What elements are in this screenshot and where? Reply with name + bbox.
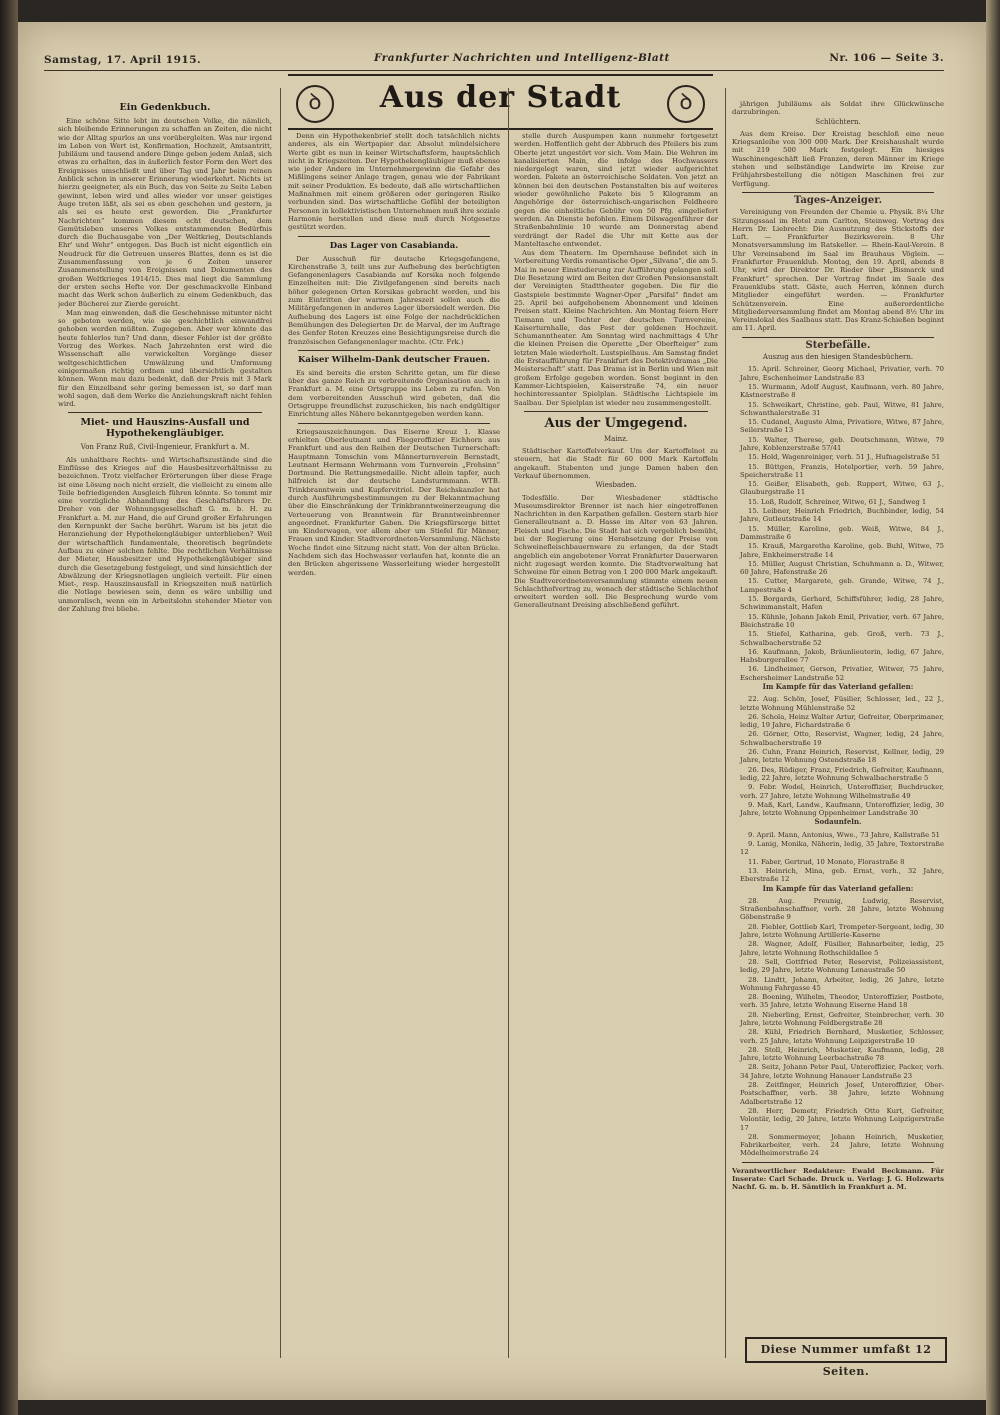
misc-entry: 11. Faber, Gertrud, 10 Monate, Florastraße 8 [748, 857, 905, 866]
article-divider [298, 236, 490, 237]
fallen-entry: 28. Wagner, Adolf, Füsilier, Bahnarbeiter, ledig, 25 Jahre, letzte Wohnung Rothschildallee 5 [740, 940, 944, 957]
fallen-entry: 26. Schola, Heinz Walter Artur, Gefreiter, Oberprimaner, ledig, 19 Jahre, Fichardstraße 6 [740, 712, 944, 730]
article-divider [68, 412, 262, 413]
fallen-entry: 26. Görner, Otto, Reservist, Wagner, ledig, 24 Jahre, Schwalbacherstraße 19 [740, 730, 944, 747]
article-text: Man mag einwenden, daß die Geschehnisse mitunter nicht so geboten werden, wie sie geschichtlich einwandfrei gehoben werden müßten. Zugegeben. Aber wer könnte das heute fehlerlos tun? Und dann, dieser Fehler ist der größte Vorzug des Werkes. Nach Jahrzehnten erst wird die Wissenschaft alle verwickelten Vorgänge dieser weltgeschichtlichen Umwälzung und Umformung einigermaßen richtig ordnen und übersichtlich gestalten können. Wenn mau dazu bedenkt, daß der Preis mit 3 Mark für den Einzelband sehr gering bemessen ist, so darf man wohl sagen, daß dem Werke die Anziehungskraft nicht fehlen wird. [58, 308, 272, 409]
article-heading: Miet- und Hauszins-Ausfall und Hypothekengläubiger. [80, 417, 250, 440]
death-entry: 15. Büttgen, Franzis, Hotelportier, verh. 59 Jahre, Speicherstraße 11 [740, 462, 944, 479]
page-header [44, 40, 944, 66]
fallen-entry: 26. Des, Rüdiger, Franz, Friedrich, Gefreiter, Kaufmann, ledig, 22 Jahre, letzte Wohnung Schwalbacherstraße 5 [740, 765, 944, 782]
article-text: stelle durch Auspumpen kann nunmehr fortgesetzt werden. Hoffentlich geht der Abbruch des Pfeilers bis zum Oberte jetzt ungestört vor sich. Vom Main. Die Wehren im kanalisierten Main, die infolge des Hochwassers niedergelegt waren, sind jetzt wieder aufgerichtet worden. Pakete an österreichische Soldaten. Von jetzt an können bei den deutschen Postanstalten bis auf weiteres wieder gewöhnliche Pakete bis 5 Kilogramm an Angehörige der österreichisch-ungarischen Feldheere gegen die einheitliche Gebühr von 50 Pfg. eingeliefert werden. An Dienste befohlen. Einem Dilswagenführer der Straßenbahnlinie 10 wurde am Donnerstag abend verdrängt der Radel die Uhr mit Kette aus der Manteltasche entwendet. [514, 132, 718, 248]
article-text: Denn ein Hypothekenbrief stellt doch tatsächlich nichts anderes, als ein Wertpapier dar. Absolut mündelsichere Werte gibt es nun in keiner Wirtschaftsform, hauptsächlich nicht in Kriegszeiten. Der Hypothekengläubiger muß ebenso wie jeder Andere im Unternehmergewinn die Gefahr des Mißlingens seiner Anlage tragen, genau wie der Fabrikant mit seiner Produktion. Es bedeute, daß alle wirtschaftlichen Maßnahmen mit einem größeren oder geringeren Risiko verbunden sind. Das wirtschaftliche Gefühl der beteiligten Personen in kollektivistischen Unternehmen muß ihre soziale Harmonie herstellen und diese muß durch Notgesetze gestützt werden. [288, 132, 500, 232]
article-heading: Aus der Umgegend. [544, 415, 688, 431]
fallen-entry: 28. Kühl, Friedrich Bernhard, Musketier, Schlosser, verh. 25 Jahre, letzte Wohnung Leipzigerstraße 10 [740, 1028, 944, 1045]
article-subheading: Schlüchtern. [815, 117, 861, 126]
issue-date: Samstag, 17. April 1915. [44, 54, 202, 66]
fallen-entry: 28. Sommermeyer, Johann Heinrich, Musketier, Fabrikarbeiter, verh. 24 Jahre, letzte Wohnung Mödelheimerstraße 24 [740, 1132, 944, 1158]
fallen-entry: 9. Maß, Karl, Landw., Kaufmann, Unteroffizier, ledig, 30 Jahre, letzte Wohnung Oppenheimer Landstraße 30 [740, 800, 944, 818]
fallen-heading: Im Kampfe für das Vaterland gefallen: [762, 883, 914, 893]
misc-entry: 13. Heinrich, Mina, geb. Ernst, verh., 32 Jahre, Eberstraße 12 [740, 866, 944, 884]
column-rule [508, 88, 509, 1358]
fallen-entry: 28. Fiebler, Gottlieb Karl, Trompeter-Sergeant, ledig, 30 Jahre, letzte Wohnung Artillerie-Kaserne [740, 922, 944, 940]
death-entry: 15. Leibner, Heinrich Friedrich, Buchbinder, ledig, 54 Jahre, Gutleutstraße 14 [740, 507, 944, 524]
fallen-entry: 28. Seitz, Johann Peter Paul, Unteroffizier, Packer, verh. 34 Jahre, letzte Wohnung Hanauer Landstraße 23 [740, 1063, 944, 1080]
article-text: Eine schöne Sitte lebt im deutschen Volke, die nämlich, sich bleibende Erinnerungen zu schaffen an Zeiten, die nicht wie der Alltag spurlos an uns vorübergleiten. Was nur irgend im Leben von Wert ist, Konfirmation, Hochzeit, Amtsantritt, Jubiläum und tausend andere Dinge geben jedem Anlaß, sich etwas zu erhalten, das in äußerlich fester Form den Wert des Ereignisses umschließt und über Tag und Jahr beim reinen Anblick schon in unserer Erinnerung wiederkehrt. Nichts ist hierzu geeigneter, als ein Buch, das von Seite zu Seite Leben gewinnt, leben wird und alles wieder vor unser geistiges Auge treten läßt, als sei es eben geschehen und gestern, ja als sei es heute erst geworden. Die „Frankfurter Nachrichten“ kommen diesem echt deutschen, dem Gemütsleben unseres Volkes entstammenden Bedürfnis durch die Buchausgabe von „Der Weltkrieg, Deutschlands Ehr' und Wehr“ entgegen. Das Buch ist nicht eigentlich ein Neudruck für die Getreuen unseres Blattes, denn es ist die Zusammenfassung von je 6 Zeiten unserer Zusammenstellung von Ereignissen und Dokumenten des großen Weltkrieges 1914/15. Dies mal liegt die Sammlung der ersten sechs Hefte vor. Der geschmackvolle Einband macht das Werk schon äußerlich zu einem Gedenkbuch, das jeder Bücherei zur Zierde gereicht. [58, 117, 272, 308]
fallen-entry: 9. Febr. Wodel, Heinrich, Unteroffizier, Buchdrucker, verh. 27 Jahre, letzte Wohnung Wilhelmstraße 49 [740, 783, 944, 800]
deaths-subheading: Auszug aus den hiesigen Standesbüchern. [762, 353, 914, 362]
column-3 [514, 132, 718, 1362]
newspaper-name: Frankfurter Nachrichten und Intelligenz-Blatt [374, 52, 670, 64]
death-entry: 16. Lindheimer, Gerson, Privatier, Witwer, 75 Jahre, Eschersheimer Landstraße 52 [740, 665, 944, 682]
death-entry: 15. Wurmann, Adolf August, Kaufmann, verh. 80 Jahre, Kästnerstraße 8 [740, 382, 944, 400]
article-text: Todesfälle. Der Wiesbadener städtische Museumsdirektor Brenner ist nach hier eingetroffenen Nachrichten in den Karpathen gefallen. Gestern starb hier Generalleutnant a. D. Hasse im Alter von 63 Jahren. Fleisch und Fische. Die Stadt hat sich vergeblich bemüht, bei der Regierung eine Herabsetzung der Preise von Schweinefleischbauernware zu erlangen, da der Stadt angeblich ein angebotener Vorrat Frankfurter Dauerwaren nicht zugesagt werden konnte. Die Stadtverwaltung hat Schweine für einen Betrag von 1 200 000 Mark angekauft. Die Stadtverordnetenversammlung stimmte einem neuen Schlachthofvertrag zu, wonach der städtische Schlachthof erweitert werden soll. Die Besprechung wurde vom Generalleutnant Dreising abschließend geführt. [514, 493, 718, 610]
article-text: jährigen Jubiläums als Soldat ihre Glückwünsche darzubringen. [732, 100, 944, 117]
article-subheading: Mainz. [603, 434, 628, 443]
fallen-entry: 28. Herr, Demetr, Friedrich Otto Kurt, Gefreiter, Volontär, ledig, 20 Jahre, letzte Wohnung Leipzigerstraße 17 [740, 1106, 944, 1132]
death-entry: 15. Müller, Karoline, geb. Weiß, Witwe, 84 J., Dammstraße 6 [740, 524, 944, 541]
article-divider [742, 192, 934, 193]
misc-entry: 9. Lanig, Monika, Näherin, ledig, 35 Jahre, Textorstraße 12 [740, 840, 944, 857]
article-divider [524, 411, 708, 412]
article-text: Der Ausschuß für deutsche Kriegsgefangene, Kirchenstraße 3, teilt uns zur Aufhebung des berüchtigten Gefangenenlagers Casabianda auf Korsika noch folgende Einzelheiten mit: Die Zivilgefangenen sind bereits nach höher gelegenen Orten Korsikas gebracht worden, und bis zum Eintritten der warmen Jahreszeit sollen auch die Militärgefangenen in anderes Lager übersiedelt werden. Die Aufhebung des Lagers ist eine Folge der nachdrücklichen Bemühungen des Delegierten Dr. de Marval, der im Auftrage des Genfer Roten Kreuzes eine Besichtigungsreise durch die französischen Gefangenenlager machte. (Ctr. Frk.) [288, 254, 500, 346]
article-divider [298, 423, 490, 424]
header-rule [44, 70, 944, 71]
fallen-entry: 28. Nieberling, Ernst, Gefreiter, Steinbrecher, verh. 30 Jahre, letzte Wohnung Feldbergstraße 28 [740, 1010, 944, 1027]
misc-list [732, 831, 944, 884]
article-text: Kriegsauszeichnungen. Das Eiserne Kreuz 1. Klasse erhielten Oberleutnant und Fliegeroffizier Eichhorn aus Frankfurt und aus den Reihen der Deutschen Turnerschaft: Hauptmann Tomschin vom Männerturnverein Bernstadt, Leutnant Hermann Wehrmann vom Turnverein „Frohsinn“ Dortmund. Die Rettungsmedaille. Nicht allein tapfer, auch hilfreich ist der deutsche Landsturmmann. WTB. Trinkbranntwein und Kupfervitriol. Der Reichskanzler hat durch Ausführungsbestimmungen zu der Bekanntmachung über die Einschränkung der Trinkbranntweinerzeugung die Verteuerung von Branntwein für Branntweinbrenner angeordnet. Frankfurter Gaben. Die Kriegsfürsorge bittet um Kinderwagen, vor allem aber um Stiefel für Männer, Frauen und Kinder. Stadtverordneten-Versammlung. Nächste Woche findet eine Sitzung nicht statt. Von der alten Brücke. Nachdem sich das Hochwasser verlaufen hat, konnte die an den Brücken abgerissene Wasserleitung wieder hergestellt werden. [288, 427, 500, 577]
fallen-heading: Im Kampfe für das Vaterland gefallen: [762, 682, 914, 691]
fallen-entry: 28. Lindtt, Johann, Arbeiter, ledig, 26 Jahre, letzte Wohnung Fahrgasse 45 [740, 975, 944, 992]
page-edge [986, 0, 1000, 1415]
death-entry: 15. Hold, Wagenreiniger, verh. 51 J., Hufnagelstraße 51 [748, 453, 941, 462]
fallen-list [732, 695, 944, 817]
article-text: Als unhaltbare Rechts- und Wirtschaftszustände sind die Einflüsse des Krieges auf die Hausbesitzverhältnisse zu bezeichnen. Trotz vielfacher Erörterungen über diese Frage ist eine Lösung noch nicht erzielt, die vielleicht zu einem alle Teile befriedigenden Ausgleich führen könnte. So tommt mir eine vorzügliche Abhandlung des Geschäftsführers Dr. Dreher von der Wohnungsgesellschaft G. m. b. H. zu Frankfurt a. M. zur Hand, die auf Grund großer Erfahrungen den Kernpunkt der Sache berührt. Warum ist bis jetzt die Heranziehung der Hypothekengläubiger unterblieben? Weil der wirtschaftlich fundamentale, theoretisch begründete Aufbau zu einer solchen fehlte. Die rechtlichen Verhältnisse der Mieter, Hausbesitzer und Hypothekengläubiger sind durch die Gesetzgebung festgelegt, und sind hinsichtlich der Abwälzung der Kriegsnotlagen ungleich verteilt. Für einen Miet-, resp. Hauszinsausfall in Kriegszeiten muß natürlich die Notlage bewiesen sein, denn es wäre unbillig und unmoralisch, wenn ein in Arbeitslohn stehender Mieter von der Zahlung frei bliebe. [58, 455, 272, 614]
article-divider [298, 350, 490, 351]
misc-entry: 9. April. Mann, Antonius, Wwe., 73 Jahre, Kallstraße 51 [748, 830, 940, 839]
fallen-entry: 28. Sell, Gottfried Peter, Reservist, Polizeiassistent, ledig, 29 Jahre, letzte Wohnung Lenaustraße 50 [740, 957, 944, 975]
article-text: Aus dem Kreise. Der Kreistag beschloß eine neue Kriegsanleihe von 300 000 Mark. Der Kreishaushalt wurde mit 219 500 Mark festgelegt. Ein hiesiges Waschinengeschäft ließ Franzen, deren Männer im Kriege stehen und selbständige Landwirte im Kreise zur Frühjahrsbestellung die nötigen Maschinen frei zur Verfügung. [732, 129, 944, 188]
article-heading: Kaiser Wilhelm-Dank deutscher Frauen. [298, 354, 490, 365]
death-entry: 15. April. Schreiner, Georg Michael, Privatier, verh. 70 Jahre, Eschenheimer Landstraße 83 [740, 365, 944, 382]
ornament-left-icon: ꝺ [296, 85, 334, 123]
death-entry: 15. Geißer, Elisabeth, geb. Ruppert, Witwe, 63 J., Glauburgstraße 11 [740, 480, 944, 497]
deaths-list [732, 365, 944, 682]
column-1 [58, 100, 272, 1362]
death-entry: 15. Borgards, Gerhard, Schiffsführer, ledig, 28 Jahre, Schwimmanstalt, Hafen [740, 595, 944, 612]
fallen-entry: 28. Zeitfinger, Heinrich Josef, Unteroffizier, Ober-Postschaffner, verh. 38 Jahre, letzte Wohnung Adalbertstraße 12 [740, 1081, 944, 1106]
article-text: Es sind bereits die ersten Schritte getan, um für diese über das ganze Reich zu verbreitende Organisation auch in Frankfurt a. M. eine Ortsgruppe ins Leben zu rufen. Von dem vorbereitenden Ausschuß wird gebeten, daß die Ortsgruppe freundlichst zuzuschicken, bis nach endgültiger Einrichtung alles Nähere bekanntgegeben werden kann. [288, 368, 500, 419]
deaths-heading: Sterbefälle. [805, 339, 871, 351]
death-entry: 15. Cudanel, Auguste Alma, Privatiere, Witwe, 87 Jahre, Seilerstraße 13 [740, 418, 944, 435]
fallen-list [732, 897, 944, 1158]
binding-edge [0, 0, 18, 1415]
imprint: Verantwortlicher Redakteur: Ewald Beckmann. Für Inserate: Carl Schade. Druck u. Verlag: J. G. Holzwarts Nachf. G. m. b. H. Sämtlich in Frankfurt a. M. [732, 1166, 944, 1192]
article-byline: Von Franz Ruß, Civil-Ingenieur, Frankfurt a. M. [80, 443, 250, 452]
death-entry: 15. Müller, August Christian, Schuhmann a. D., Witwer, 60 Jahre, Hafenstraße 26 [740, 559, 944, 577]
section-masthead [288, 74, 713, 130]
column-2 [288, 132, 500, 1362]
article-heading: Ein Gedenkbuch. [119, 102, 211, 113]
article-divider [742, 1162, 934, 1163]
death-entry: 15. Schweikart, Christine, geb. Paul, Witwe, 81 Jahre, Schwanthalerstraße 31 [740, 400, 944, 417]
column-rule [280, 88, 281, 1358]
fallen-entry: 28. Stoll, Heinrich, Musketier, Kaufmann, ledig, 28 Jahre, letzte Wohnung Leerbachstraße 78 [740, 1045, 944, 1063]
death-entry: 15. Krauß, Margaretha Karoline, geb. Buhl, Witwe, 75 Jahre, Enkheimerstraße 14 [740, 542, 944, 559]
fallen-entry: 26. Cuhn, Franz Heinrich, Reservist, Kellner, ledig, 29 Jahre, letzte Wohnung Ostendstraße 18 [740, 748, 944, 765]
article-text: Aus dem Theatern. Im Opernhause befindet sich in Vorbereitung Verdis romantische Oper „Silvana“, die am 5. Mai in neuer Einstudierung zur Aufführung gelangen soll. Die Besetzung wird am Beiten der Großen Pensionsanstalt der Vereinigten Stadttheater gegeben. Die für die Gastspiele bestimmte Wagner-Oper „Parsifal“ findet am 25. April bei aufgehobenem Abonnement und kleinen Preisen statt. Kleine Nachrichten. Am Montag feiern Herr Tiemann und Tochter der deutschen Turnvereine, Kaiserturnhalle, das Fest der goldenen Hochzeit. Schumanntheater. Am Sonntag wird nachmittags 4 Uhr die kleinen Preisen die Operette „Der Oberfteiger“ zum letzten Male wiederholt. Lustspielhaus. Am Samstag findet die Erstaufführung für Frankfurt des Detektivdramas „Die Meisterschaft“ statt. Das Drama ist in Berlin und Wien mit großem Erfolge gegeben worden. Sonst beginnt in den Kammer-Lichtspielen, Kaiserstraße 74, ein neuer hochinteressanter Spielplan. Städtische Lichtspiele im Saalbau. Der Spielplan ist wieder neu zusammengestellt. [514, 249, 718, 407]
issue-number: Nr. 106 — Seite 3. [829, 52, 944, 64]
article-subheading: Wiesbaden. [595, 481, 637, 490]
death-entry: 15. Kühnle, Johann Jakob Emil, Privatier, verh. 67 Jahre, Bleichstraße 10 [740, 612, 944, 629]
column-rule [725, 88, 726, 1358]
page-count-note: Diese Nummer umfaßt 12 Seiten. [745, 1337, 947, 1363]
death-entry: 15. Loß, Rudolf, Schreiner, Witwe, 61 J., Sandweg 1 [748, 497, 927, 506]
misc-heading: Sodaunfeln. [814, 817, 862, 827]
ads-text: Vereinigung von Freunden der Chemie u. Physik. 8¼ Uhr Sitzungssaal im Hotel zum Carlton, Steinweg. Vortrag des Herrn Dr. Liebrecht: Die Ausnutzung des Stickstoffs der Luft. — Frankfurter Bezirksverein. 8 Uhr Monatsversammlung im Ratskeller. — Rhein-Kaul-Verein. 8 Uhr Vereinsabend im Saal im Brauhaus Vöglein. — Frankfurter Frauenklub. Montag, den 19. April, abends 8 Uhr, wird der Direktor Dr. Rieder über „Bismarck und Frankfurt“ sprechen. Der Vortrag findet im Saale des Frauenklubs statt. Gäste, auch Herren, können durch Mitglieder eingeführt werden. — Frankfurter Schützenverein. Eine außerordentliche Mitgliederversammlung findet am Montag abend 8½ Uhr im Vereinslokal des Saalbaus statt. Das Kranz-Schießen beginnt am 11. April. [732, 208, 944, 333]
death-entry: 15. Walter, Therese, geb. Deutschmann, Witwe, 79 Jahre, Koblenzerstraße 57/41 [740, 435, 944, 452]
ads-heading: Tages-Anzeiger. [793, 194, 883, 206]
article-heading: Das Lager von Casabianda. [329, 240, 459, 251]
fallen-entry: 22. Aug. Schön, Josef, Füsilier, Schlosser, led., 22 J., letzte Wohnung Mühlenstraße 52 [740, 695, 944, 712]
fallen-entry: 28. Boening, Wilhelm, Theodor, Unteroffizier, Postbote, verh. 35 Jahre, letzte Wohnung Eiserne Hand 18 [740, 993, 944, 1010]
death-entry: 15. Stiefel, Katharina, geb. Groß, verh. 73 J., Schwalbacherstraße 52 [740, 630, 944, 647]
ornament-right-icon: ꝺ [667, 85, 705, 123]
article-divider [742, 337, 934, 338]
article-text: Städtischer Kartoffelverkauf. Um der Kartoffelnot zu steuern, hat die Stadt für 60 000 Mark Kartoffeln angekauft. Stubenten und junge Damen haben den Verkauf übernommen. [514, 447, 718, 480]
death-entry: 15. Cutter, Margarete, geb. Grande, Witwe, 74 J., Lampestraße 4 [740, 577, 944, 594]
section-title: Aus der Stadt [379, 80, 622, 115]
death-entry: 16. Kaufmann, Jakob, Bräunlieuterin, ledig, 67 Jahre, Habsburgerallee 77 [740, 647, 944, 665]
column-4 [732, 100, 944, 1332]
fallen-entry: 28. Aug. Preunig, Ludwig, Reservist, Straßenbahnschaffner, verh. 28 Jahre, letzte Wohnung Göbenstraße 9 [740, 896, 944, 922]
